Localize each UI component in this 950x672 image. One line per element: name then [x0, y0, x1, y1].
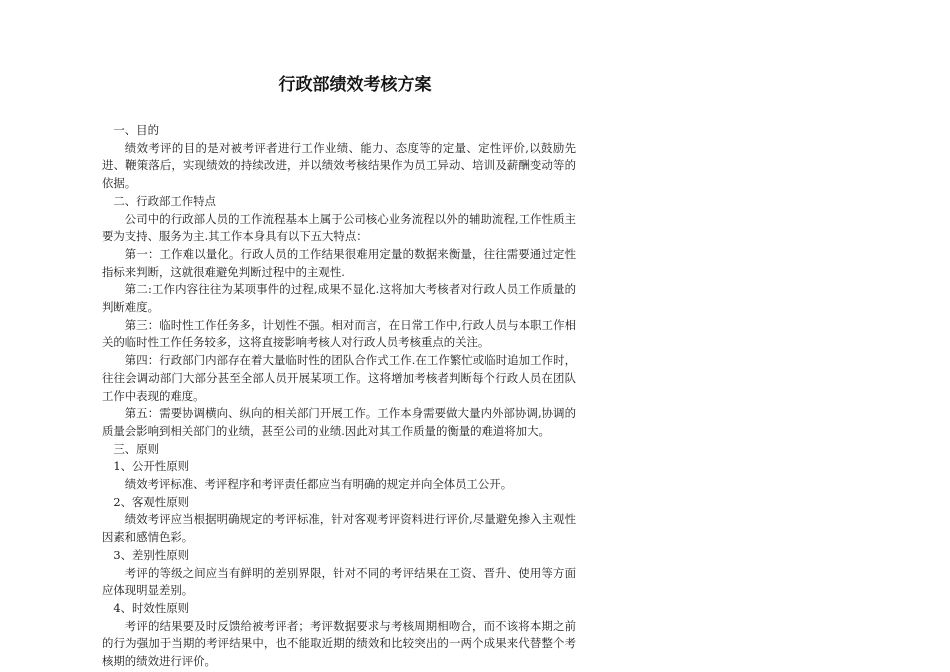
- paragraph: 第四：行政部门内部存在着大量临时性的团队合作式工作.在工作繁忙或临时追加工作时，往往会调动部门大部分甚至全部人员开展某项工作。这将增加考核者判断每个行政人员在团队工作中表现的难度。: [102, 353, 576, 403]
- subheading-differentiation: 3、差别性原则: [113, 547, 189, 562]
- subheading-objectivity: 2、客观性原则: [113, 494, 189, 509]
- section-heading-features: 二、行政部工作特点: [113, 193, 216, 208]
- document-title: 行政部绩效考核方案: [278, 75, 432, 95]
- subheading-timeliness: 4、时效性原则: [113, 600, 189, 615]
- paragraph: 第五：需要协调横向、纵向的相关部门开展工作。工作本身需要做大量内外部协调,协调的质量会影响到相关部门的业绩，甚至公司的业绩.因此对其工作质量的衡量的难道将加大。: [102, 406, 576, 438]
- section-heading-purpose: 一、目的: [113, 123, 159, 137]
- paragraph: 第一：工作难以量化。行政人员的工作结果很难用定量的数据来衡量，往往需要通过定性指标来判断，这就很难避免判断过程中的主观性.: [102, 246, 576, 279]
- subheading-openness: 1、公开性原则: [113, 459, 189, 474]
- section-heading-principles: 三、原则: [113, 441, 159, 456]
- document-body: [102, 122, 576, 671]
- paragraph: 绩效考评应当根据明确规定的考评标准，针对客观考评资料进行评价,尽量避免掺入主观性因素和感情色彩。: [102, 512, 576, 545]
- paragraph: 考评的等级之间应当有鲜明的差别界限，针对不同的考评结果在工资、晋升、使用等方面应体现明显差别。: [102, 565, 576, 598]
- paragraph: 绩效考评标准、考评程序和考评责任都应当有明确的规定并向全体员工公开。: [124, 477, 513, 492]
- paragraph: 绩效考评的目的是对被考评者进行工作业绩、能力、态度等的定量、定性评价,以鼓励先进、鞭策落后，实现绩效的持续改进，并以绩效考核结果作为员工异动、培训及薪酬变动等的依据。: [102, 140, 576, 191]
- paragraph: 考评的结果要及时反馈给被考评者；考评数据要求与考核周期相吻合，而不该将本期之前的行为强加于当期的考评结果中，也不能取近期的绩效和比较突出的一两个成果来代替整个考核期的绩效进行评价。: [102, 618, 576, 669]
- paragraph: 公司中的行政部人员的工作流程基本上属于公司核心业务流程以外的辅助流程,工作性质主要为支持、服务为主.其工作本身具有以下五大特点：: [102, 211, 576, 244]
- paragraph: 第二:工作内容往往为某项事件的过程,成果不显化.这将加大考核者对行政人员工作质量的判断难度。: [102, 282, 576, 315]
- paragraph: 第三：临时性工作任务多，计划性不强。相对而言，在日常工作中,行政人员与本职工作相关的临时性工作任务较多，这将直接影响考核人对行政人员考核重点的关注。: [102, 317, 576, 350]
